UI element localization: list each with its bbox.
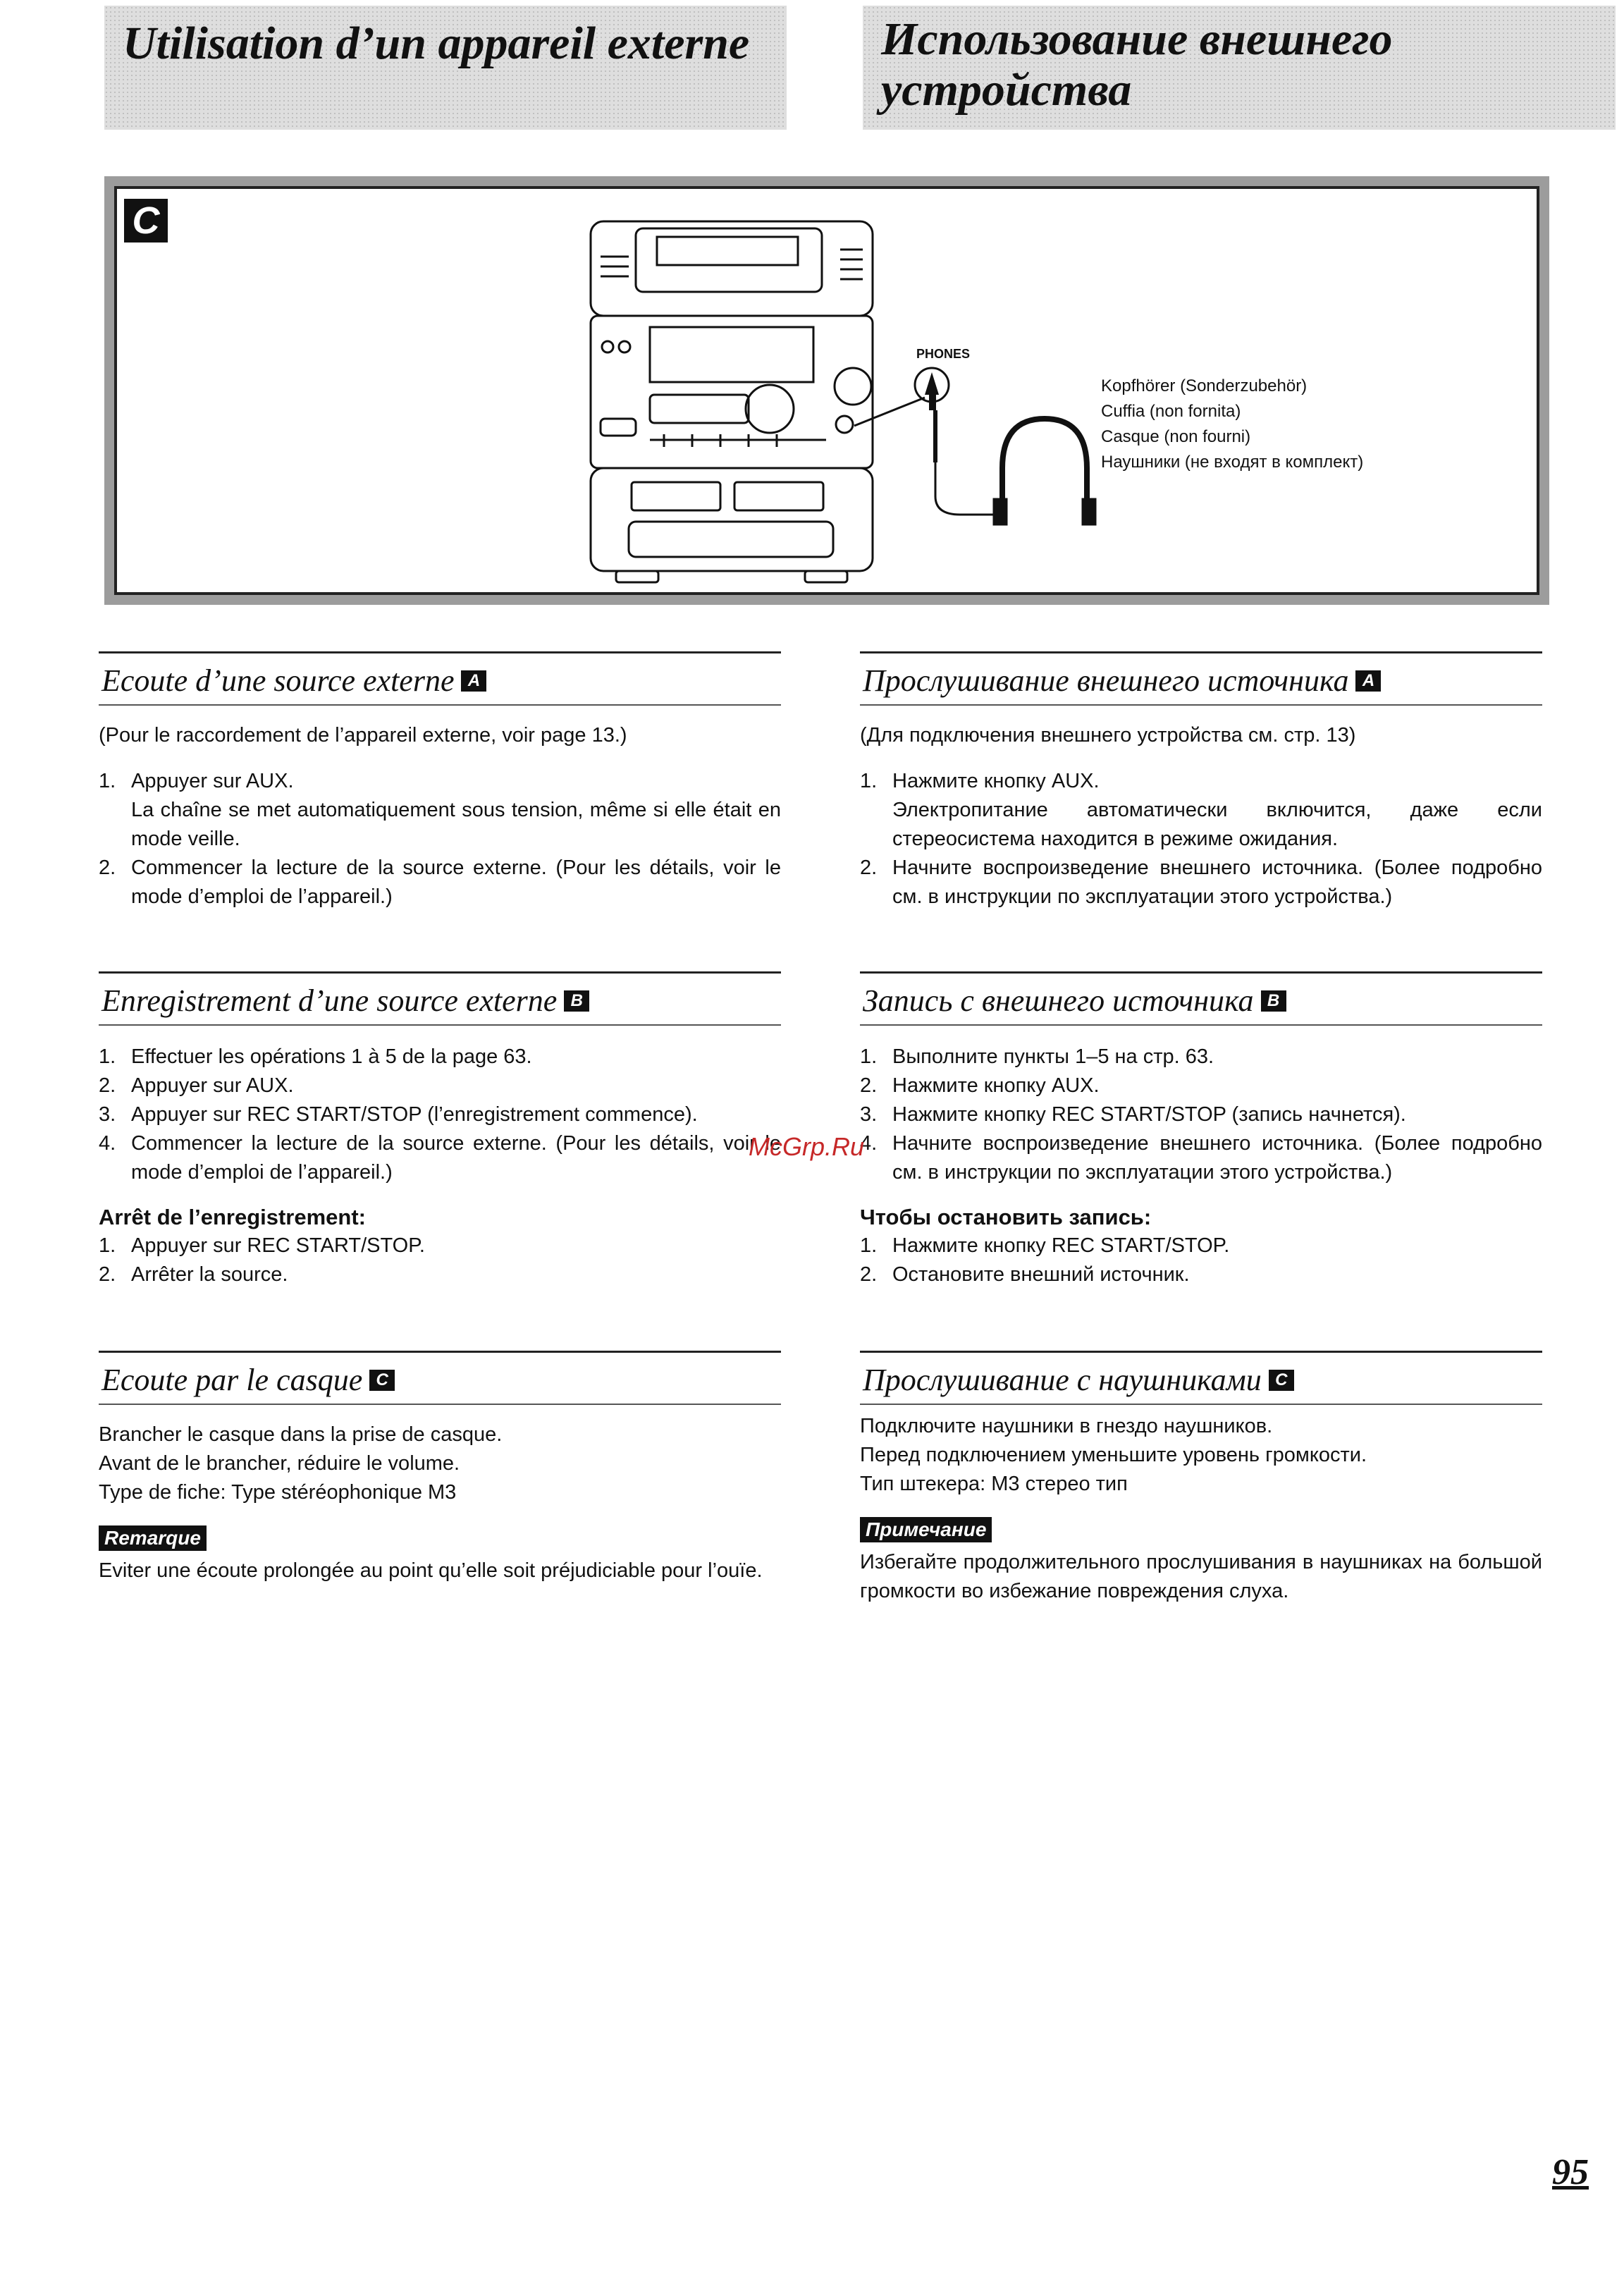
text-line: Avant de le brancher, réduire le volume. [99,1452,460,1475]
header-russian [863,6,1616,130]
headphones-icon [1002,419,1087,517]
list-item: 3. Нажмите кнопку REC START/STOP (запись начнется). [860,1103,1406,1126]
callout-line: Casque (non fourni) [1101,427,1251,446]
text-line: Тип штекера: M3 стерео тип [860,1473,1128,1495]
section-ecoute-source [99,651,781,911]
list-item: 1. Нажмите кнопку AUX. Электропитание автоматически включится, даже если стереосистема находится в режиме ожидания. [860,770,1542,850]
text-line: Перед подключением уменьшите уровень громкости. [860,1444,1367,1466]
header-french [104,6,787,130]
section-title: Прослушивание внешнего источника A [860,653,1542,706]
stop-recording-title: Чтобы остановить запись: [860,1205,1152,1229]
jog-dial [746,385,794,433]
volume-knob [835,368,871,405]
list-item: 1. Appuyer sur REC START/STOP. [99,1234,425,1257]
list-item: 2. Commencer la lecture de la source externe. (Pour les détails, voir le mode d’emploi de l’appareil.) [99,856,781,908]
text-line: Type de fiche: Type stéréophonique M3 [99,1481,457,1504]
page-number: 95 [1552,2152,1589,2192]
cassette-deck-a [632,482,720,510]
list-item: 2. Начните воспроизведение внешнего источника. (Более подробно см. в инструкции по эксплуатации этого устройства.) [860,856,1542,908]
text-line: Brancher le casque dans la prise de casque. [99,1423,503,1446]
stereo-top-unit [591,221,873,316]
section-title: Enregistrement d’une source externe B [99,974,781,1026]
phones-jack-label: PHONES [916,347,971,361]
list-item: 1. Выполните пункты 1–5 на стр. 63. [860,1045,1214,1068]
section-casque [99,1351,781,1585]
note-text: Избегайте продолжительного прослушивания в наушниках на большой громкости во избежание повреждения слуха. [860,1551,1542,1602]
callout-line: Cuffia (non fornita) [1101,402,1241,421]
list-item: 2. Arrêter la source. [99,1263,288,1286]
phones-jack-socket [836,416,853,433]
callout-line: Наушники (не входят в комплект) [1101,453,1364,472]
stereo-middle-unit [591,316,873,468]
figure-panel [104,176,1549,605]
list-item: 1. Effectuer les opérations 1 à 5 de la page 63. [99,1045,532,1068]
list-item: 2. Нажмите кнопку AUX. [860,1074,1100,1097]
cassette-deck-b [734,482,823,510]
page-title-russian: Использование внешнего устройства [881,13,1393,116]
list-item: 1. Нажмите кнопку REC START/STOP. [860,1234,1230,1257]
list-item: 2. Appuyer sur AUX. [99,1074,294,1097]
list-item: 2. Остановите внешний источник. [860,1263,1190,1286]
note-label: Примечание [860,1517,992,1542]
section-badge: A [1355,670,1381,692]
section-badge: C [369,1370,395,1391]
section-title: Ecoute par le casque C [99,1353,781,1405]
display-panel [650,327,813,382]
watermark: McGrp.Ru [749,1132,865,1161]
list-item: 4. Начните воспроизведение внешнего источника. (Более подробно см. в инструкции по эксплуатации этого устройства.) [860,1132,1542,1184]
section-intro: (Для подключения внешнего устройства см. стр. 13) [860,724,1356,747]
section-intro: (Pour le raccordement de l’appareil externe, voir page 13.) [99,724,627,747]
section-recording-external [860,971,1542,1289]
list-item: 1. Appuyer sur AUX. La chaîne se met automatiquement sous tension, même si elle était en mode veille. [99,770,781,850]
section-listening-external [860,651,1542,911]
section-badge: C [1269,1370,1294,1391]
callout-line: Kopfhörer (Sonderzubehör) [1101,376,1308,395]
headphones-callout [1101,374,1363,475]
section-headphones [860,1351,1542,1606]
list-item: 4. Commencer la lecture de la source externe. (Pour les détails, voir le mode d’emploi de l’appareil.) [99,1132,781,1184]
figure-badge: C [124,199,168,242]
section-badge: A [461,670,486,692]
cd-window [657,237,798,265]
section-badge: B [564,990,589,1012]
section-enregistrement [99,971,781,1289]
note-text: Eviter une écoute prolongée au point qu’elle soit préjudiciable pour l’ouïe. [99,1559,763,1582]
section-title: Запись с внешнего источника B [860,974,1542,1026]
note-label: Remarque [99,1525,207,1551]
section-badge: B [1261,990,1286,1012]
section-title: Ecoute d’une source externe A [99,653,781,706]
list-item: 3. Appuyer sur REC START/STOP (l’enregistrement commence). [99,1103,698,1126]
page-title-french: Utilisation d’un appareil externe [123,18,750,69]
stop-recording-title: Arrêt de l’enregistrement: [99,1205,366,1229]
section-title: Прослушивание с наушниками C [860,1353,1542,1405]
text-line: Подключите наушники в гнездо наушников. [860,1415,1273,1437]
